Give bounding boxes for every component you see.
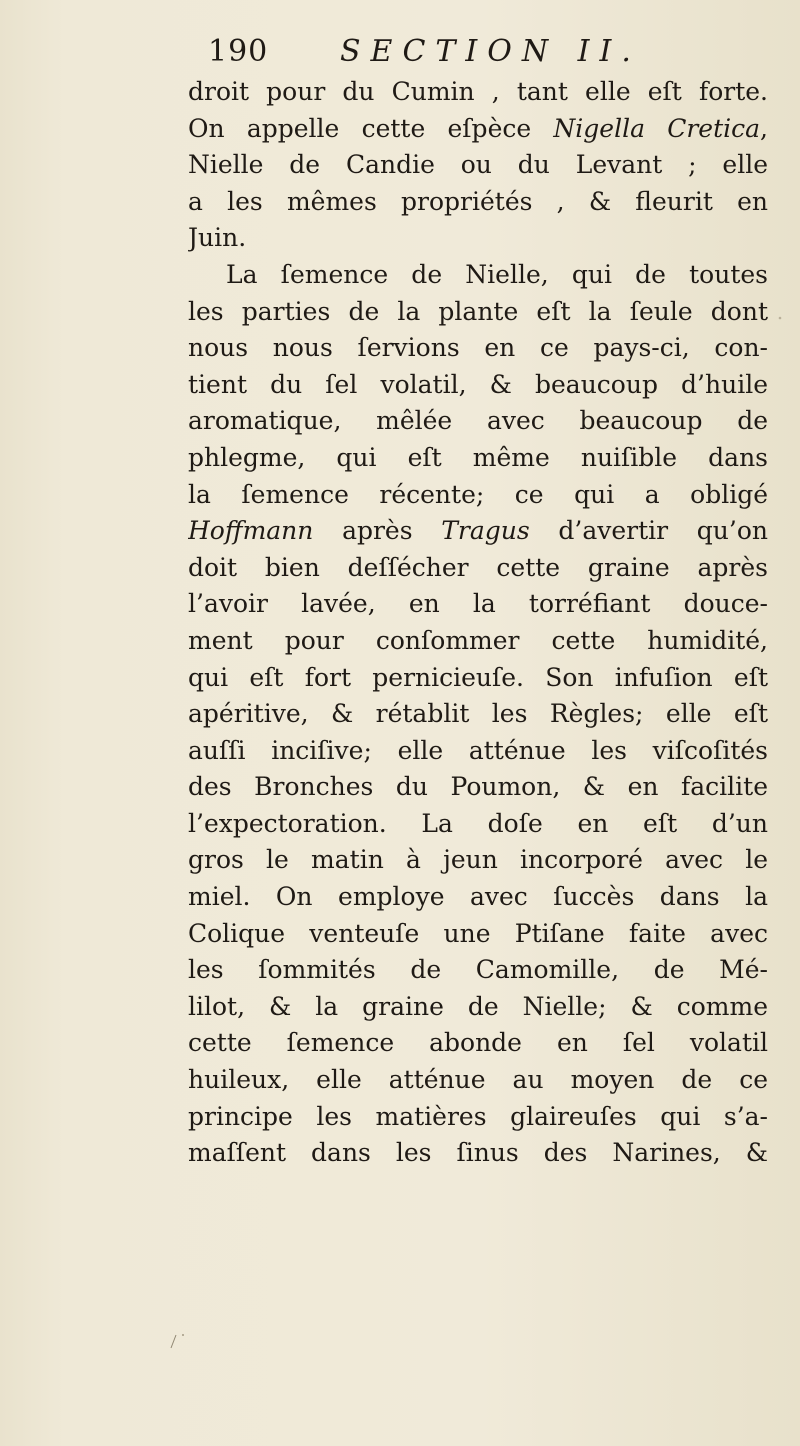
- text-line: [188, 952, 768, 989]
- text-line: [188, 733, 768, 770]
- text-line: [188, 916, 768, 953]
- text-line: [188, 1135, 768, 1172]
- text-segment: les parties de la plante eſt la ſeule dont: [188, 296, 768, 326]
- text-segment: doit bien deſſécher cette graine après: [188, 552, 768, 582]
- text-line: [188, 1099, 768, 1136]
- text-segment: après: [313, 516, 442, 546]
- text-line: [188, 74, 768, 111]
- text-line: [188, 111, 768, 148]
- text-segment: qui eſt fort pernicieuſe. Son infuſion eſt: [188, 662, 768, 692]
- text-segment: cette ſemence abonde en ſel volatil: [188, 1028, 768, 1058]
- text-line: [188, 184, 768, 221]
- text-line: [188, 586, 768, 623]
- text-segment: les ſommités de Camomille, de Mé-: [188, 955, 768, 985]
- text-line: [188, 367, 768, 404]
- paper-speck: [171, 1335, 176, 1348]
- text-line: [188, 330, 768, 367]
- text-line: [188, 696, 768, 733]
- text-segment: l’avoir lavée, en la torréfiant douce-: [188, 589, 768, 619]
- text-line: [188, 513, 768, 550]
- text-segment: des Bronches du Poumon, & en facilite: [188, 772, 768, 802]
- paper-speck: [182, 1334, 184, 1336]
- page-number: 190: [208, 34, 269, 69]
- text-segment: La ſemence de Nielle, qui de toutes: [226, 259, 768, 289]
- text-segment: gros le matin à jeun incorporé avec le: [188, 845, 768, 875]
- section-title: SECTION II.: [340, 34, 641, 69]
- text-segment: d’avertir qu’on: [529, 516, 768, 546]
- text-segment: l’expectoration. La doſe en eſt d’un: [188, 808, 768, 838]
- text-line: [188, 842, 768, 879]
- text-line: [188, 477, 768, 514]
- text-segment: apéritive, & rétablit les Règles; elle eſt: [188, 699, 768, 729]
- text-line: [188, 1062, 768, 1099]
- text-line: [188, 989, 768, 1026]
- text-line: [188, 294, 768, 331]
- text-line: [188, 879, 768, 916]
- paper-speck: [779, 317, 782, 320]
- text-segment: Juin.: [188, 223, 247, 253]
- text-segment: nous nous ſervions en ce pays-ci, con-: [188, 333, 768, 363]
- text-segment: phlegme, qui eſt même nuiſible dans: [188, 442, 768, 472]
- text-segment: a les mêmes propriétés , & fleurit en: [188, 186, 768, 216]
- text-segment: Nielle de Candie ou du Levant ; elle: [188, 150, 768, 180]
- text-line: [188, 403, 768, 440]
- text-line: [188, 1025, 768, 1062]
- text-segment: miel. On employe avec ſuccès dans la: [188, 882, 768, 912]
- text-segment: Colique venteuſe une Ptiſane faite avec: [188, 918, 768, 948]
- text-segment: la ſemence récente; ce qui a obligé: [188, 479, 768, 509]
- text-line: [188, 220, 768, 257]
- text-segment: ,: [760, 113, 768, 143]
- text-segment: auſſi inciſive; elle atténue les viſcoſités: [188, 735, 768, 765]
- text-line: [188, 257, 768, 294]
- text-segment: tient du ſel volatil, & beaucoup d’huile: [188, 369, 768, 399]
- text-line: [188, 806, 768, 843]
- text-line: [188, 660, 768, 697]
- text-line: [188, 769, 768, 806]
- italic-text: Nigella Cretica: [553, 113, 761, 143]
- text-segment: aromatique, mêlée avec beaucoup de: [188, 406, 768, 436]
- body-text: [188, 74, 768, 1172]
- text-line: [188, 440, 768, 477]
- text-segment: lilot, & la graine de Nielle; & comme: [188, 991, 768, 1021]
- text-segment: maſſent dans les ſinus des Narines, &: [188, 1138, 768, 1168]
- italic-text: Hoffmann: [188, 516, 314, 546]
- italic-text: Tragus: [441, 516, 530, 546]
- text-segment: On appelle cette eſpèce: [188, 113, 554, 143]
- text-segment: ment pour conſommer cette humidité,: [188, 625, 768, 655]
- text-segment: huileux, elle atténue au moyen de ce: [188, 1065, 768, 1095]
- text-segment: principe les matières glaireuſes qui s’a-: [188, 1101, 768, 1131]
- text-line: [188, 550, 768, 587]
- running-head: [208, 32, 668, 72]
- text-line: [188, 623, 768, 660]
- text-segment: droit pour du Cumin , tant elle eſt forte.: [188, 77, 768, 106]
- text-line: [188, 147, 768, 184]
